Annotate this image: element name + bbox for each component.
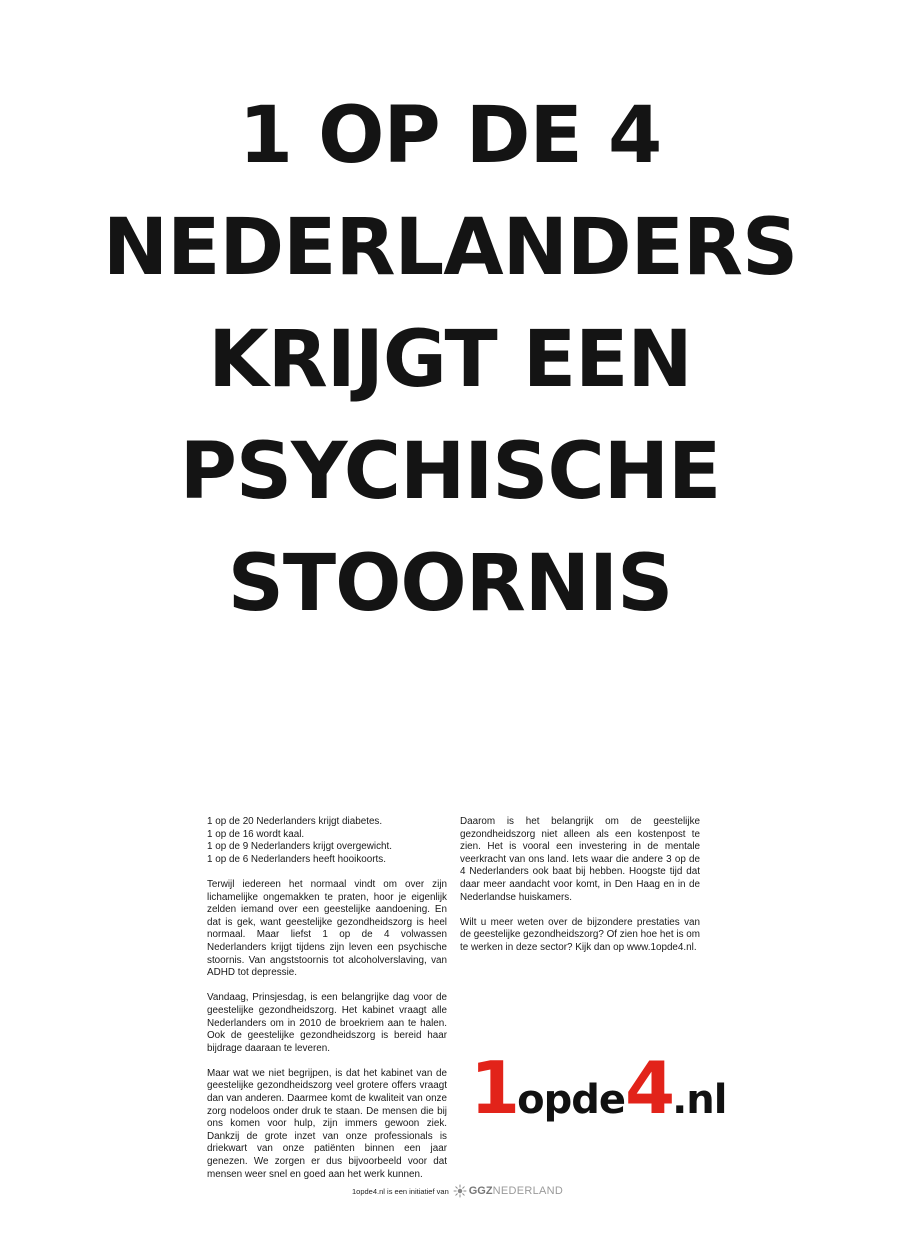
- stat-item: 1 op de 16 wordt kaal.: [207, 828, 305, 840]
- ggz-wordmark-light: NEDERLAND: [492, 1185, 564, 1197]
- body-paragraph-3: Maar wat we niet begrijpen, is dat het kabinet van de geestelijke gezondheidszorg veel grotere offers vraagt dan van anderen. Daarmee komt de kwaliteit van onze zorg nodeloos onder druk te staan. De mensen die bij ons komen voor hulp, zijn immers gewoon ziek. Dankzij de grote inzet van onze professionals is driekwart van onze patiënten binnen een jaar genezen. We zorgen er dus bijvoorbeeld voor dat mensen weer snel en goed aan het werk kunnen.: [207, 1067, 447, 1180]
- stats-list: [207, 816, 447, 866]
- ggz-sun-icon: [453, 1184, 467, 1198]
- headline: [0, 80, 900, 640]
- ggz-wordmark-bold: GGZ: [468, 1185, 493, 1197]
- brand-logo: [470, 1046, 727, 1130]
- headline-line-2: NEDERLANDERS: [102, 203, 798, 293]
- body-paragraph-1: Terwijl iedereen het normaal vindt om over zijn lichamelijke ongemakken te praten, hoor je eigenlijk zelden iemand over een geestelijke aandoening. En dat is gek, want geestelijke gezondheidszorg is heel normaal. Maar liefst 1 op de 4 volwassen Nederlanders krijgt tijdens zijn leven een psychische stoornis. Van angststoornis tot alcoholverslaving, van ADHD tot depressie.: [207, 878, 447, 979]
- logo-opde: opde: [517, 1077, 625, 1123]
- body-column-right: [460, 816, 700, 967]
- body-paragraph-4: Daarom is het belangrijk om de geestelijke gezondheidszorg niet alleen als een kostenpost te zien. Het is vooral een investering in de mentale veerkracht van ons land. Iets waar die andere 3 op de 4 Nederlanders ook baat bij hebben. Hoogste tijd dat daar meer aandacht voor komt, in Den Haag en in de Nederlandse huiskamers.: [460, 816, 700, 903]
- stat-item: 1 op de 6 Nederlanders heeft hooikoorts.: [207, 853, 386, 865]
- stat-item: 1 op de 9 Nederlanders krijgt overgewicht.: [207, 841, 392, 853]
- body-paragraph-5: Wilt u meer weten over de bijzondere prestaties van de geestelijke gezondheidszorg? Of zien hoe het is om te werken in deze sector? Kijk dan op www.1opde4.nl.: [460, 916, 700, 953]
- logo-nl: .nl: [672, 1077, 727, 1123]
- footer-text: 1opde4.nl is een initiatief van: [352, 1186, 449, 1196]
- headline-line-4: PSYCHISCHE: [179, 427, 721, 517]
- ggz-logo: [453, 1184, 563, 1198]
- stat-item: 1 op de 20 Nederlanders krijgt diabetes.: [207, 816, 383, 827]
- headline-line-1: 1 OP DE 4: [238, 91, 662, 181]
- body-column-left: [207, 816, 447, 1194]
- headline-line-3: KRIJGT EEN: [208, 315, 692, 405]
- footer: [352, 1184, 563, 1198]
- logo-four: 4: [624, 1046, 673, 1130]
- logo-one: 1: [470, 1046, 518, 1130]
- headline-line-5: STOORNIS: [227, 539, 673, 629]
- body-paragraph-2: Vandaag, Prinsjesdag, is een belangrijke dag voor de geestelijke gezondheidszorg. Het kabinet vraagt alle Nederlanders om in 2010 de broekriem aan te halen. Ook de geestelijke gezondheidszorg is bereid haar bijdrage daaraan te leveren.: [207, 992, 447, 1054]
